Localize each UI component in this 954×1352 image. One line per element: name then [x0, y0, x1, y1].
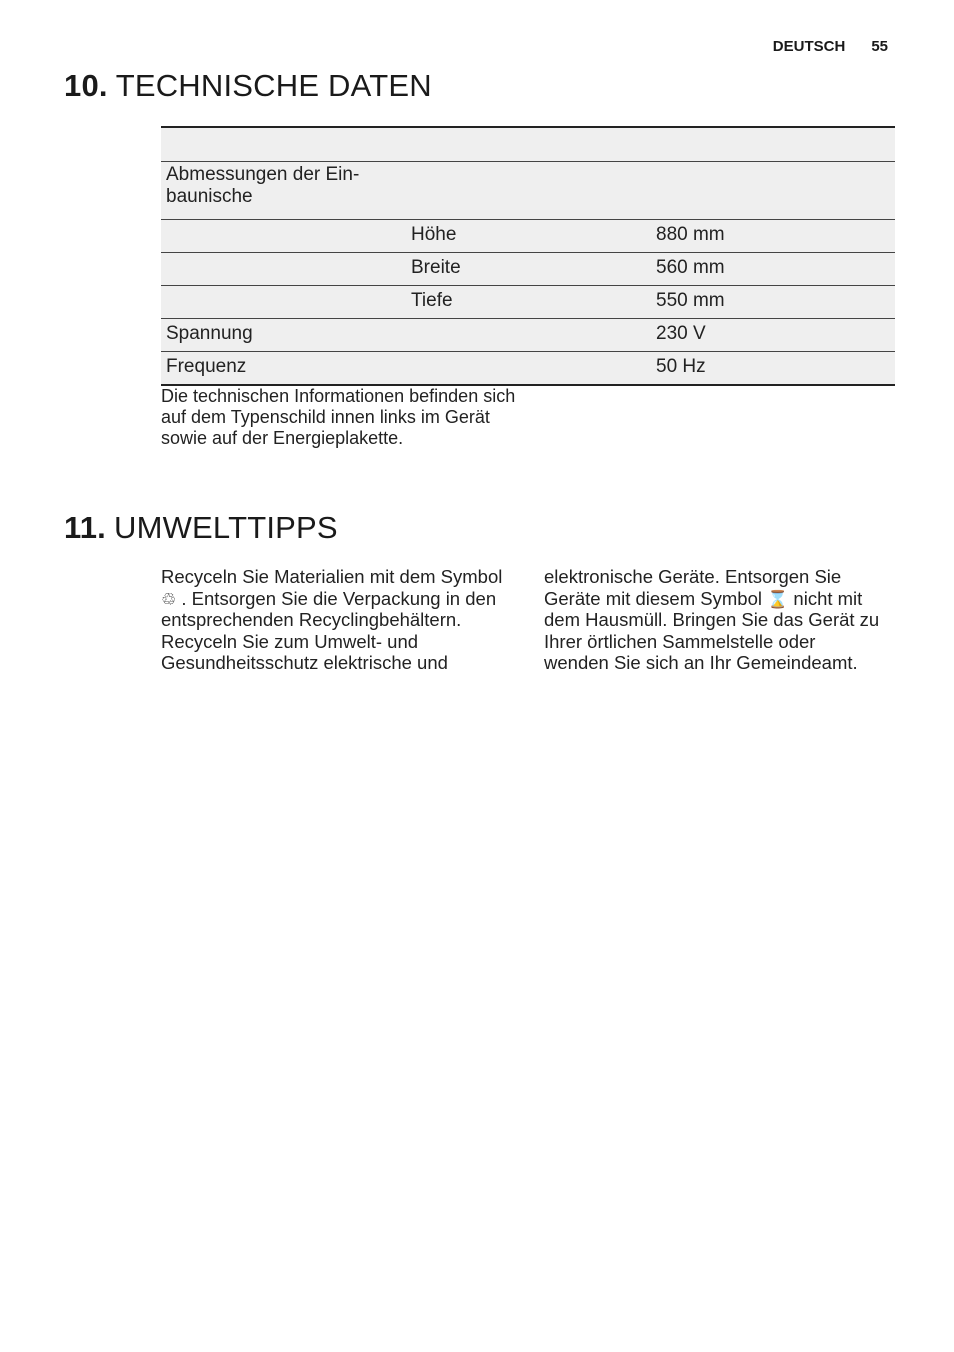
row-value: 230 V — [651, 319, 895, 352]
technical-data-table — [161, 126, 895, 386]
section-11-title — [64, 510, 338, 546]
environment-text-right — [544, 566, 884, 674]
row-label — [161, 253, 406, 286]
row-label: Spannung — [161, 319, 406, 352]
weee-text-a: elektronische Geräte. Entsorgen Sie Geräte mit diesem Symbol — [544, 566, 842, 609]
section-10-number: 10. — [64, 68, 108, 103]
recycle-icon: ♲ — [161, 589, 177, 609]
dimension-label: Abmessungen der Ein- baunische — [161, 162, 406, 220]
table-row — [161, 253, 895, 286]
section-10-title-text: TECHNISCHE DATEN — [115, 68, 432, 103]
weee-bin-icon: ⌛ — [767, 589, 789, 609]
recycle-text-b: . Entsorgen Sie die Verpackung in den entsprechenden Recyclingbehältern. — [161, 587, 497, 630]
row-value: 560 mm — [651, 253, 895, 286]
weee-text-b: nicht mit dem Hausmüll. Bringen Sie das Gerät zu Ihrer örtlichen Sammelstelle oder wenden Sie sich an Ihr Gemeindeamt. — [544, 587, 880, 673]
row-value: 50 Hz — [651, 352, 895, 386]
row-label: Frequenz — [161, 352, 406, 386]
table-row — [161, 286, 895, 319]
section-11-title-text: UMWELTTIPPS — [113, 510, 338, 545]
row-value: 550 mm — [651, 286, 895, 319]
table-row-dimensions — [161, 162, 895, 220]
table-header-row — [161, 127, 895, 162]
row-param — [406, 352, 651, 386]
recycle-text-c: Recyceln Sie zum Umwelt- und Gesundheitsschutz elektrische und — [161, 630, 448, 673]
row-label — [161, 286, 406, 319]
recycle-text-a: Recyceln Sie Materialien mit dem Symbol — [161, 566, 503, 587]
table-row — [161, 352, 895, 386]
section-10-title — [64, 68, 432, 104]
row-param: Tiefe — [406, 286, 651, 319]
row-label — [161, 220, 406, 253]
table-row — [161, 220, 895, 253]
page-header — [773, 38, 888, 55]
row-param: Höhe — [406, 220, 651, 253]
row-param — [406, 319, 651, 352]
header-language: DEUTSCH — [772, 38, 846, 55]
section-11-number: 11. — [64, 510, 106, 545]
row-param: Breite — [406, 253, 651, 286]
environment-text-left — [161, 566, 506, 674]
row-value: 880 mm — [651, 220, 895, 253]
technical-note: Die technischen Informationen befinden sich auf dem Typenschild innen links im Gerät sowie auf der Energieplakette. — [161, 386, 516, 448]
table-row — [161, 319, 895, 352]
page-number: 55 — [871, 38, 888, 55]
